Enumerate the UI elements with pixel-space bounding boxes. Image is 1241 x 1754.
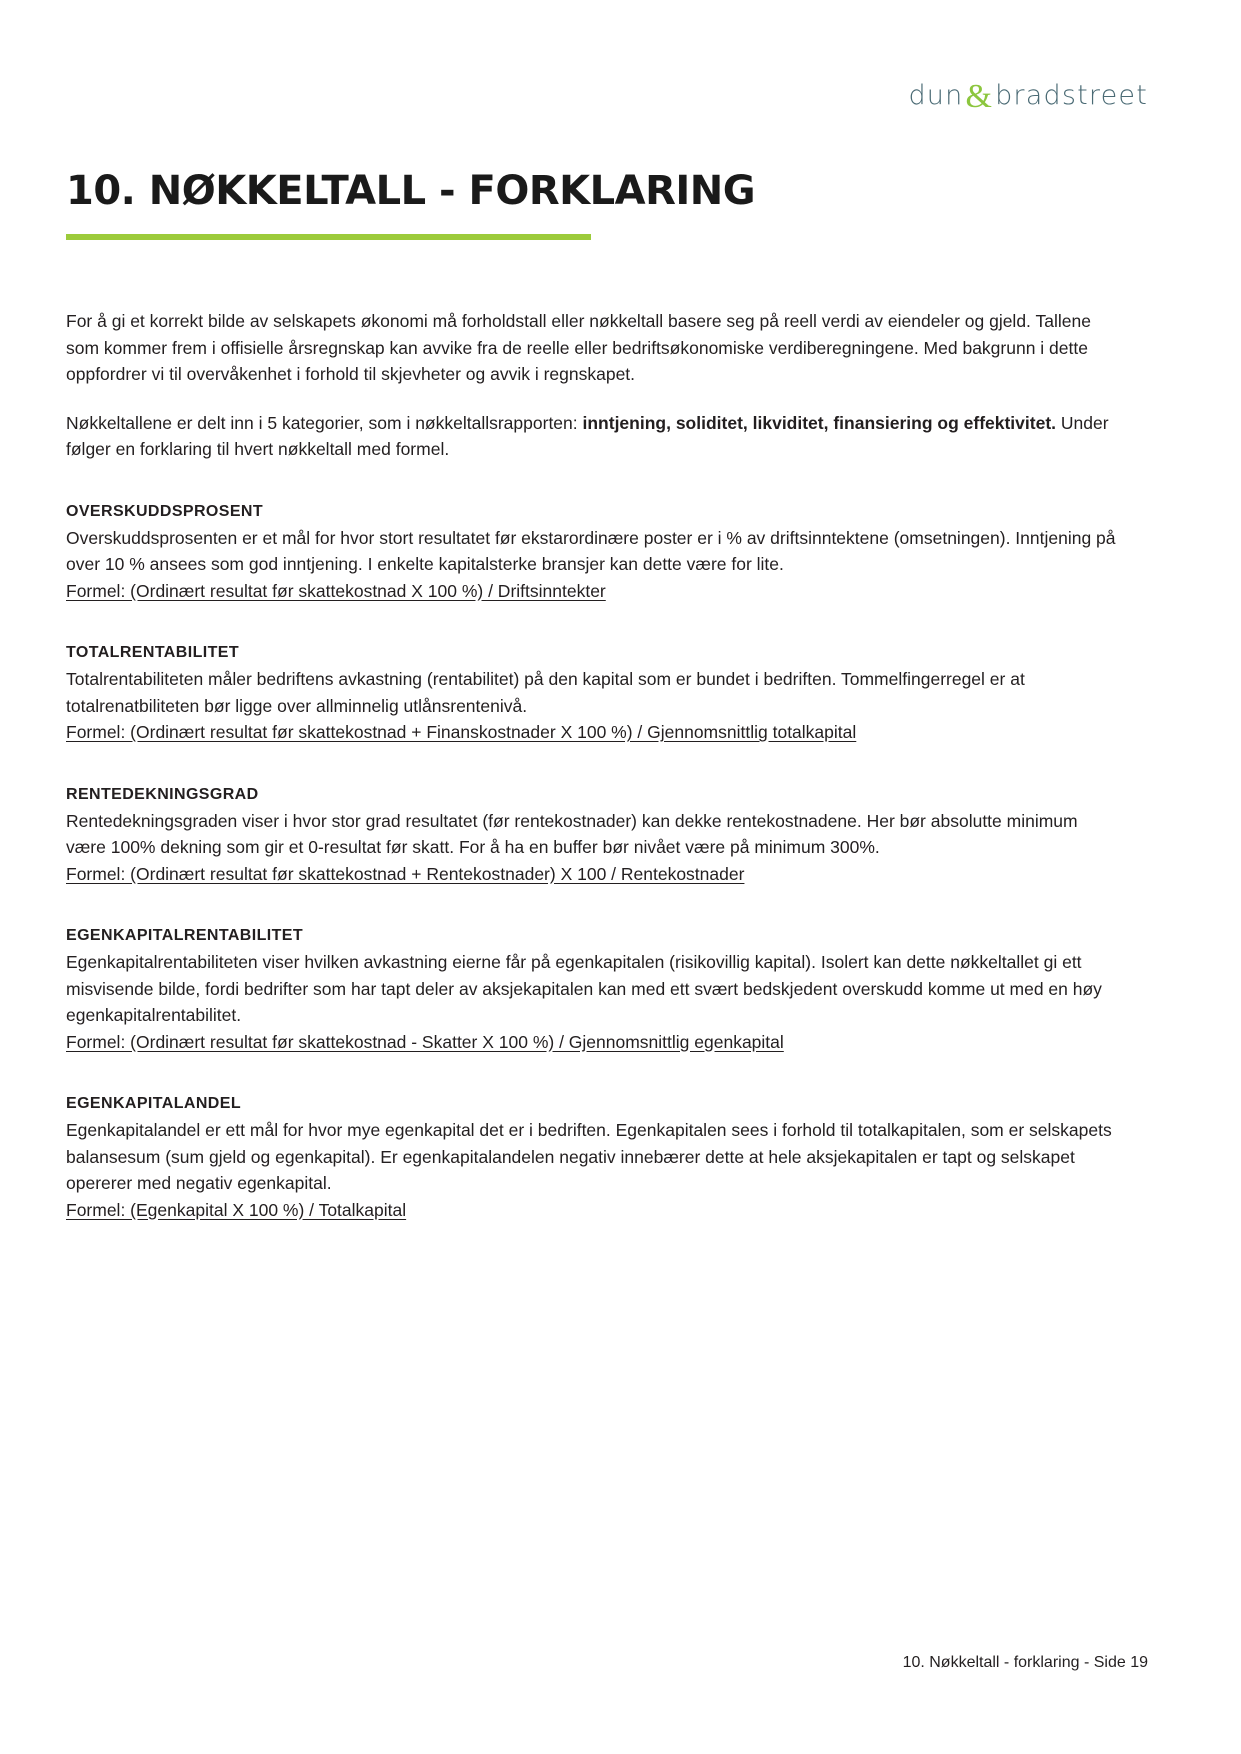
dun-bradstreet-logo [908,76,1148,114]
section-egenkapitalandel [66,1095,1116,1223]
section-formula: Formel: (Ordinært resultat før skattekostnad + Rentekostnader) X 100 / Rentekostnader [66,863,745,884]
section-heading: EGENKAPITALRENTABILITET [66,927,304,944]
section-egenkapitalrentabilitet [66,927,1116,1055]
document-body [66,308,1116,1223]
section-heading: RENTEDEKNINGSGRAD [66,785,259,803]
intro-p2-categories: inntjening, soliditet, likviditet, finansiering og effektivitet. [582,412,1057,433]
page-footer: 10. Nøkkeltall - forklaring - Side 19 [902,1654,1148,1671]
section-description: Egenkapitalandel er ett mål for hvor mye egenkapital det er i bedriften. Egenkapitalen sees i forhold til totalkapitalen, som er selskapets balansesum (sum gjeld og egenkapital). Er egenkapitalandelen negativ innebærer dette at hele aksjekapitalen er tapt og selskapet opererer med negativ egenkapital. [66,1120,1112,1193]
intro-paragraph-1: For å gi et korrekt bilde av selskapets økonomi må forholdstall eller nøkkeltall basere seg på reell verdi av eiendeler og gjeld. Tallene som kommer frem i offisielle årsregnskap kan avvike fra de reelle eller bedriftsøkonomiske verdiberegningene. Med bakgrunn i dette oppfordrer vi til overvåkenhet i forhold til skjevheter og avvik i regnskapet. [66,311,1091,384]
logo-text-left: dun [908,79,964,111]
ampersand-icon: & [965,78,994,115]
section-description: Overskuddsprosenten er et mål for hvor stort resultatet før ekstarordinære poster er i % av driftsinntektene (omsetningen). Inntjening på over 10 % ansees som god inntjening. I enkelte kapitalsterke bransjer kan dette være for lite. [66,527,1116,574]
section-formula: Formel: (Ordinært resultat før skattekostnad X 100 %) / Driftsinntekter [66,580,606,601]
section-description: Egenkapitalrentabiliteten viser hvilken avkastning eierne får på egenkapitalen (risikovillig kapital). Isolert kan dette nøkkeltallet gi ett misvisende bilde, fordi bedrifter som har tapt deler av aksjekapitalen kan med ett svært bedskjedent overskudd komme ut med en høy egenkapitalrentabilitet. [66,952,1102,1025]
section-description: Rentedekningsgraden viser i hvor stor grad resultatet (før rentekostnader) kan dekke rentekostnadene. Her bør absolutte minimum være 100% dekning som gir et 0-resultat før skatt. For å ha en buffer bør nivået være på minimum 300%. [66,810,1078,857]
section-formula: Formel: (Egenkapital X 100 %) / Totalkapital [66,1199,407,1220]
section-formula: Formel: (Ordinært resultat før skattekostnad + Finanskostnader X 100 %) / Gjennomsnittlig totalkapital [66,722,857,742]
section-totalrentabilitet [66,644,1116,746]
title-underline-rule [66,234,591,240]
section-formula: Formel: (Ordinært resultat før skattekostnad - Skatter X 100 %) / Gjennomsnittlig egenkapital [66,1031,784,1052]
intro-p2-part2: Under følger en forklaring til hvert nøkkeltall med formel. [66,412,1109,459]
section-heading: TOTALRENTABILITET [66,644,240,661]
section-heading: EGENKAPITALANDEL [66,1095,241,1112]
logo-text-right: bradstreet [995,79,1148,111]
section-heading: OVERSKUDDSPROSENT [66,502,264,520]
section-description: Totalrentabiliteten måler bedriftens avkastning (rentabilitet) på den kapital som er bundet i bedriften. Tommelfingerregel er at totalrenatbiliteten bør ligge over allminnelig utlånsrentenivå. [66,669,1025,716]
intro-paragraph-2 [66,410,1116,463]
section-overskuddsprosent [66,503,1116,605]
intro-p2-part1: Nøkkeltallene er delt inn i 5 kategorier, som i nøkkeltallsrapporten: [66,412,583,433]
page-title: 10. NØKKELTALL - FORKLARING [66,168,756,214]
section-rentedekningsgrad [66,786,1116,888]
